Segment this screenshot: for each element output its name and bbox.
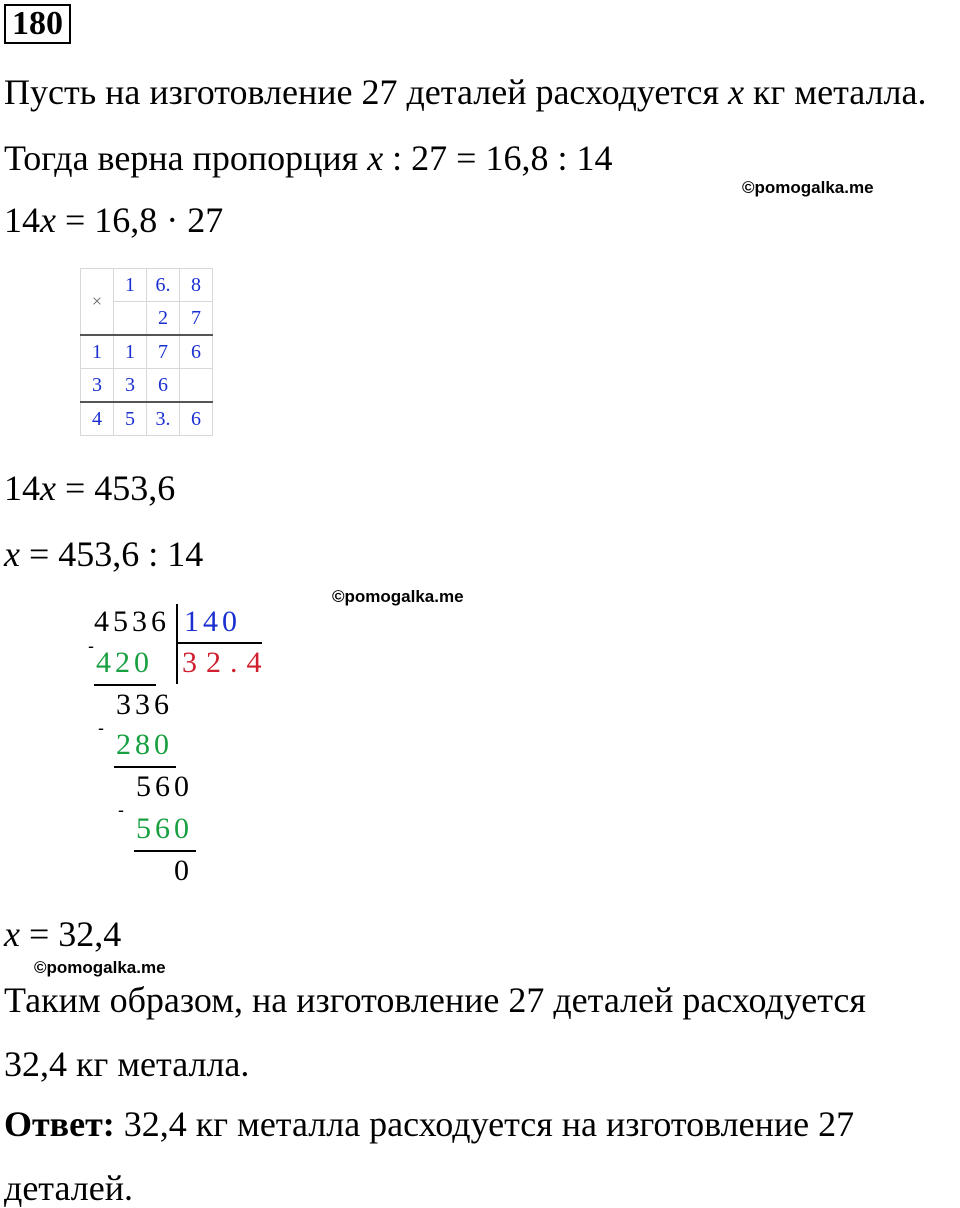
table-cell: [180, 369, 213, 403]
multiply-sign: ×: [81, 269, 114, 336]
table-cell: 1: [114, 269, 147, 302]
table-row: [81, 369, 213, 403]
text: = 453,6: [55, 468, 176, 508]
table-cell: 3: [81, 369, 114, 403]
text: Пусть на изготовление 27 деталей расходуется: [4, 72, 729, 112]
result-line: [4, 914, 121, 954]
answer-text: 32,4 кг металла расходуется на изготовление 27: [114, 1104, 855, 1144]
table-cell: 3: [114, 369, 147, 403]
step-underline: [114, 766, 176, 768]
variable-x: x: [728, 72, 745, 112]
step-underline: [134, 850, 196, 852]
variable-x: x: [40, 200, 56, 240]
watermark: ©pomogalka.me: [742, 178, 874, 197]
answer-label: Ответ:: [4, 1104, 115, 1144]
conclusion-line-2: 32,4 кг металла.: [4, 1044, 250, 1084]
table-cell: 5: [114, 402, 147, 436]
step-underline: [94, 684, 156, 686]
text: 14: [4, 200, 40, 240]
text: = 32,4: [19, 914, 122, 954]
dividend: 4536: [94, 605, 170, 638]
table-cell: 7: [147, 335, 180, 369]
variable-x: x: [40, 468, 56, 508]
text: 14: [4, 468, 40, 508]
table-cell: 3.: [147, 402, 180, 436]
conclusion-line-1: Таким образом, на изготовление 27 деталей расходуется: [4, 980, 866, 1020]
divisor-underline: [176, 642, 262, 644]
text: : 27 = 16,8 : 14: [383, 138, 613, 178]
equation-line-3: [4, 534, 203, 574]
text: = 453,6 : 14: [19, 534, 204, 574]
table-cell: 2: [147, 302, 180, 336]
table-row: [81, 269, 213, 302]
variable-x: x: [4, 534, 20, 574]
statement-line-1: [4, 72, 926, 112]
subtrahend: 420: [96, 646, 153, 679]
table-cell: 4: [81, 402, 114, 436]
subtrahend: 560: [136, 812, 193, 845]
division-vertical-bar: [176, 604, 178, 684]
table-cell: 8: [180, 269, 213, 302]
subtrahend: 280: [116, 728, 173, 761]
table-cell: 6: [180, 402, 213, 436]
table-row: [81, 335, 213, 369]
multiplication-table: [80, 268, 213, 436]
watermark: ©pomogalka.me: [332, 587, 464, 606]
variable-x: x: [367, 138, 384, 178]
answer-line: [4, 1104, 854, 1144]
minus-sign: -: [88, 636, 94, 656]
watermark: ©pomogalka.me: [34, 958, 166, 977]
table-cell: 6: [180, 335, 213, 369]
problem-number: 180: [4, 4, 71, 44]
table-cell: 7: [180, 302, 213, 336]
table-cell: [114, 302, 147, 336]
divisor: 140: [184, 605, 241, 638]
table-cell: 6: [147, 369, 180, 403]
text: = 16,8 · 27: [55, 200, 224, 240]
remainder: 0: [174, 854, 193, 887]
minus-sign: -: [98, 718, 104, 738]
table-row: [81, 402, 213, 436]
quotient: 32.4: [182, 646, 271, 679]
text: Тогда верна пропорция: [4, 138, 368, 178]
table-cell: 1: [114, 335, 147, 369]
text: кг металла.: [744, 72, 927, 112]
answer-line-continued: деталей.: [4, 1168, 133, 1208]
equation-line-2: [4, 468, 175, 508]
variable-x: x: [4, 914, 20, 954]
remainder: 336: [116, 688, 173, 721]
table-cell: 1: [81, 335, 114, 369]
remainder: 560: [136, 770, 193, 803]
equation-line-1: [4, 200, 223, 240]
table-cell: 6.: [147, 269, 180, 302]
minus-sign: -: [118, 800, 124, 820]
proportion-line: [4, 138, 612, 178]
